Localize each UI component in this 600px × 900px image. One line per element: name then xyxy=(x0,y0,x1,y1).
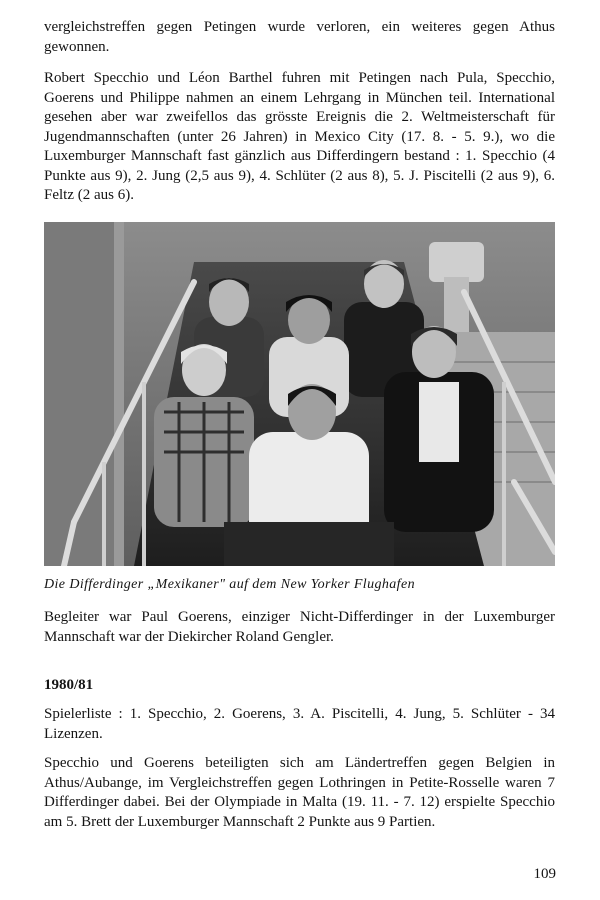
page-number: 109 xyxy=(533,866,556,882)
paragraph-continued: vergleichstreffen gegen Petingen wurde verloren, ein weiteres gegen Athus gewonnen. xyxy=(44,19,555,55)
paragraph-player-list: Spielerliste : 1. Specchio, 2. Goerens, 3. A. Piscitelli, 4. Jung, 5. Schlüter - 34 Lizenzen. xyxy=(44,706,555,742)
photo-tower xyxy=(429,242,484,282)
paragraph-matches: Specchio und Goerens beteiligten sich am Ländertreffen gegen Belgien in Athus/Aubange, im Vergleichstreffen gegen Lothringen in Petite-Rosselle waren 7 Differdinger dabei. Bei der Olympiade in Malta (19. 11. - 7. 12) erspielte Specchio am 5. Brett der Luxemburger Mannschaft 2 Punkte aus 9 Partien. xyxy=(44,755,555,830)
team-photo xyxy=(44,222,555,566)
section-heading: 1980/81 xyxy=(44,677,94,693)
paragraph-world-championship: Robert Specchio und Léon Barthel fuhren mit Petingen nach Pula, Specchio, Goerens und Philippe nahmen an einem Lehrgang in München teil. International gesehen aber war zweifellos das grösste Ereignis die 2. Weltmeisterschaft für Jugendmannschaften (unter 26 Jahren) in Mexico City (17. 8. - 5. 9.), wo die Luxemburger Mannschaft fast gänzlich aus Differdingern bestand : 1. Specchio (4 Punkte aus 9), 2. Jung (2,5 aus 9), 4. Schlüter (2 aus 8), 5. J. Piscitelli (2 aus 9), 6. Feltz (2 aus 6). xyxy=(44,70,555,203)
team-photo-illustration xyxy=(44,222,555,566)
paragraph-companion: Begleiter war Paul Goerens, einziger Nicht-Differdinger in der Luxemburger Mannschaft war der Diekircher Roland Gengler. xyxy=(44,609,555,645)
photo-caption: Die Differdinger „Mexikaner" auf dem New Yorker Flughafen xyxy=(44,577,415,592)
